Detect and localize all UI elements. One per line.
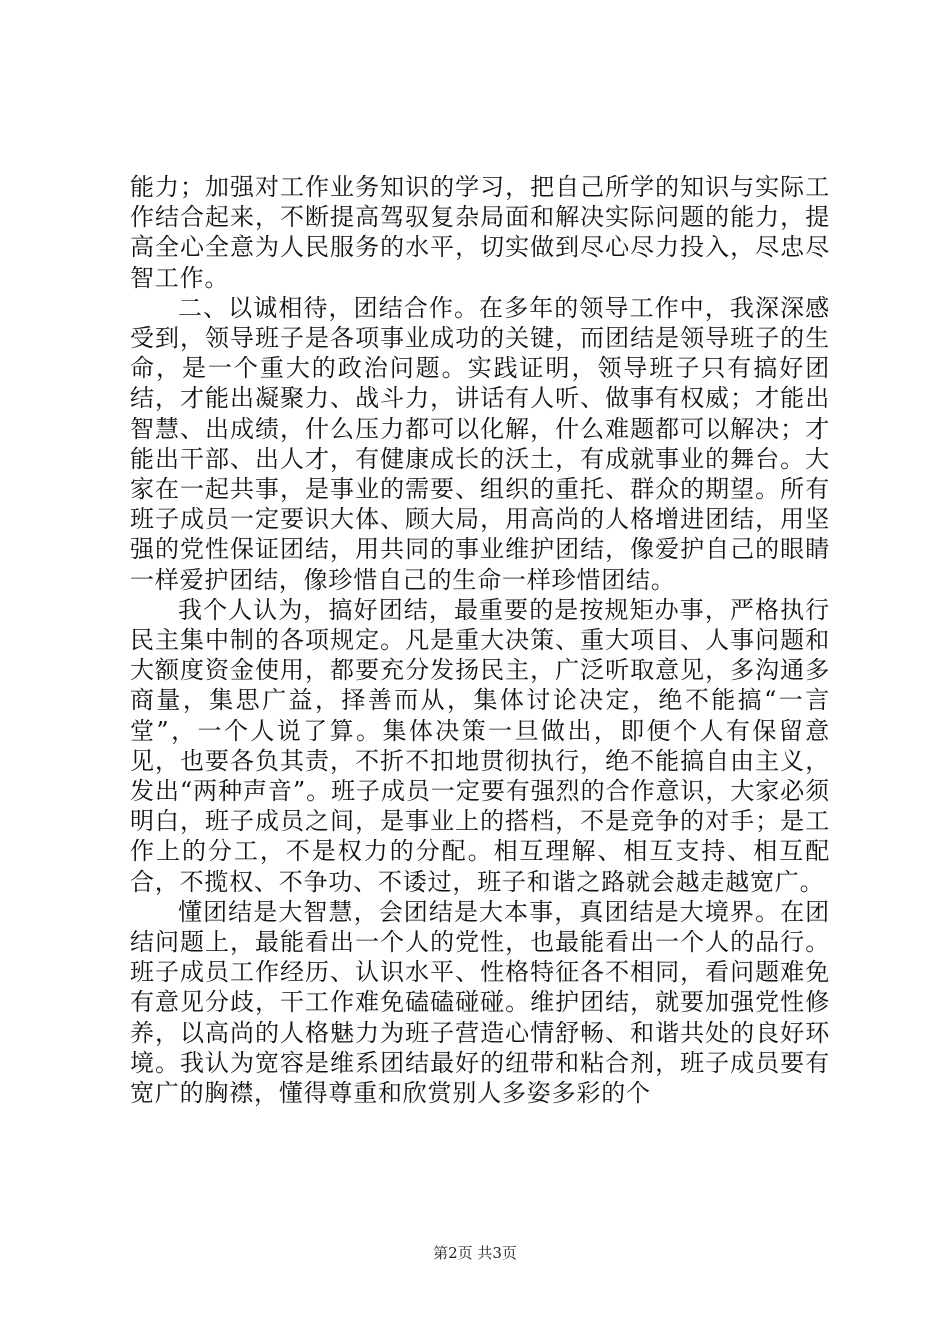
page-footer: 第2页 共3页 bbox=[433, 1244, 517, 1262]
body-text bbox=[130, 172, 830, 1108]
paragraph-3: 我个人认为，搞好团结，最重要的是按规矩办事，严格执行民主集中制的各项规定。凡是重大决策、重大项目、人事问题和大额度资金使用，都要充分发扬民主，广泛听取意见，多沟通多商量，集思广益，择善而从，集体讨论决定，绝不能搞“一言堂”，一个人说了算。集体决策一旦做出，即便个人有保留意见，也要各负其责，不折不扣地贯彻执行，绝不能搞自由主义，发出“两种声音”。班子成员一定要有强烈的合作意识，大家必须明白，班子成员之间，是事业上的搭档，不是竞争的对手；是工作上的分工，不是权力的分配。相互理解、相互支持、相互配合，不揽权、不争功、不诿过，班子和谐之路就会越走越宽广。 bbox=[130, 595, 830, 896]
paragraph-4: 懂团结是大智慧，会团结是大本事，真团结是大境界。在团结问题上，最能看出一个人的党性，也最能看出一个人的品行。班子成员工作经历、认识水平、性格特征各不相同，看问题难免有意见分歧，干工作难免磕磕碰碰。维护团结，就要加强党性修养，以高尚的人格魅力为班子营造心情舒畅、和谐共处的良好环境。我认为宽容是维系团结最好的纽带和粘合剂，班子成员要有宽广的胸襟，懂得尊重和欣赏别人多姿多彩的个 bbox=[130, 897, 830, 1108]
paragraph-2: 二、以诚相待，团结合作。在多年的领导工作中，我深深感受到，领导班子是各项事业成功的关键，而团结是领导班子的生命，是一个重大的政治问题。实践证明，领导班子只有搞好团结，才能出凝聚力、战斗力，讲话有人听、做事有权威；才能出智慧、出成绩，什么压力都可以化解，什么难题都可以解决；才能出干部、出人才，有健康成长的沃土，有成就事业的舞台。大家在一起共事，是事业的需要、组织的重托、群众的期望。所有班子成员一定要识大体、顾大局，用高尚的人格增进团结，用坚强的党性保证团结，用共同的事业维护团结，像爱护自己的眼睛一样爱护团结，像珍惜自己的生命一样珍惜团结。 bbox=[130, 293, 830, 594]
paragraph-1: 能力；加强对工作业务知识的学习，把自己所学的知识与实际工作结合起来，不断提高驾驭复杂局面和解决实际问题的能力，提高全心全意为人民服务的水平，切实做到尽心尽力投入，尽忠尽智工作。 bbox=[130, 173, 830, 292]
